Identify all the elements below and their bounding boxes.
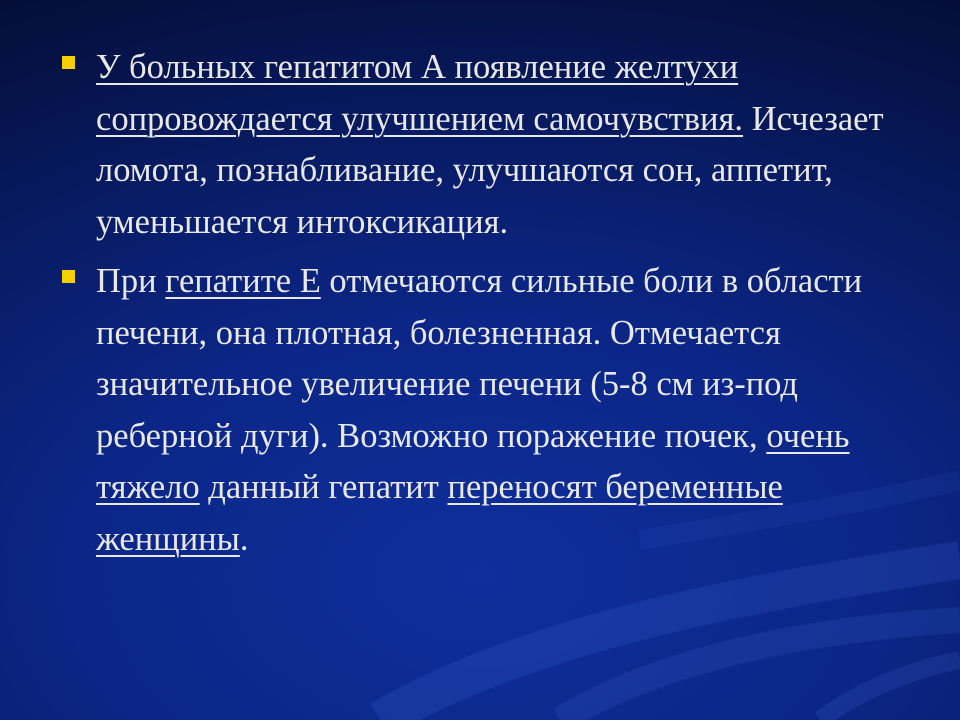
bullet-list [58, 42, 918, 573]
plain-text: Исчезает ломота, познабливание, улучшаются сон, аппетит, уменьшается интоксикация. [96, 99, 884, 241]
underlined-text: У больных гепатитом А появление желтухи сопровождается улучшением самочувствия. [96, 48, 743, 138]
bullet-text-1 [96, 48, 884, 241]
bullet-square-icon [62, 270, 75, 283]
underlined-text: переносят беременные женщины [96, 468, 783, 558]
underlined-text: очень тяжело [96, 416, 850, 506]
plain-text: данный гепатит [199, 468, 448, 506]
bullet-item-1 [58, 42, 918, 248]
plain-text: . [239, 519, 249, 558]
underlined-text: гепатите Е [165, 262, 321, 300]
bullet-square-icon [62, 56, 75, 69]
plain-text: При [96, 262, 166, 300]
bullet-item-2 [58, 256, 918, 565]
bullet-text-2 [96, 262, 862, 558]
plain-text: отмечаются сильные боли в области печени, она плотная, болезненная. Отмечается значительное увеличение печени (5-8 см из-под реберной дуги). Возможно поражение почек, [96, 262, 863, 455]
